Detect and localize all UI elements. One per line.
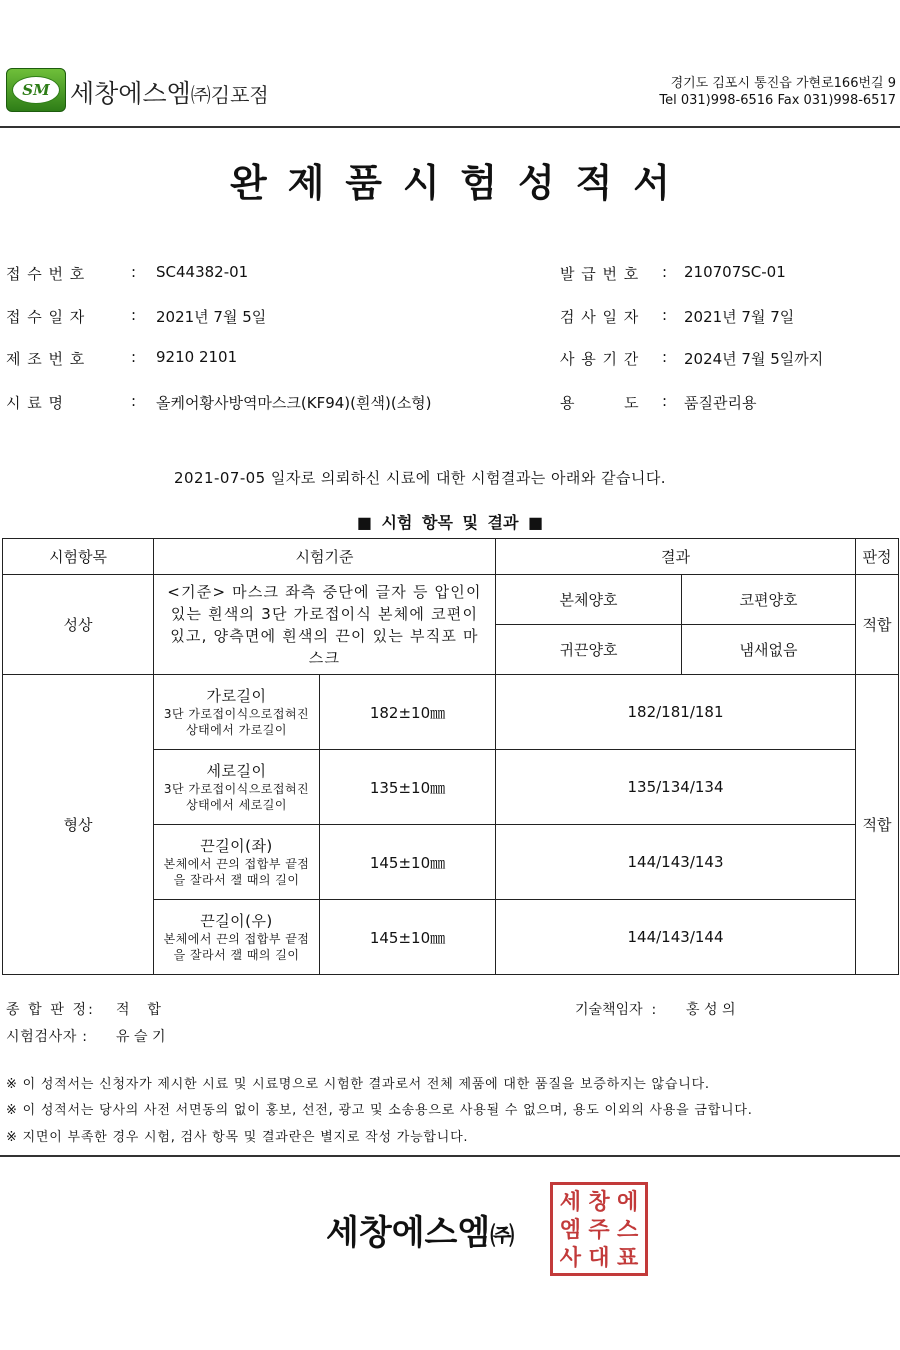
result-odor: 냄새없음 (682, 625, 856, 675)
shape-row (3, 675, 899, 750)
criterion-desc: 3단 가로접이식으로접혀진 (163, 782, 310, 796)
manufacture-no-label: 제조번호 (6, 350, 91, 368)
issue-no-label: 발급번호 (560, 265, 645, 283)
colon: : (662, 392, 668, 410)
inspection-date-label: 검사일자 (560, 308, 645, 326)
company-name: 세창에스엠 (326, 1213, 491, 1253)
shape-standard: 182±10㎜ (320, 675, 496, 750)
footer-divider (0, 1155, 900, 1157)
receipt-no-label: 접수번호 (6, 265, 91, 283)
appearance-verdict: 적합 (856, 575, 899, 675)
shape-criterion (154, 675, 320, 750)
branch-name: 김포점 (210, 83, 269, 107)
intro-text: 2021-07-05 일자로 의뢰하신 시료에 대한 시험결과는 아래와 같습니다. (174, 469, 666, 487)
seal-char: 주 (588, 1217, 610, 1243)
appearance-criteria (154, 575, 496, 675)
seal-char: 엠 (559, 1217, 581, 1243)
inspection-date-value: 2021년 7월 7일 (684, 308, 795, 326)
company-header (70, 74, 269, 110)
company-name: 세창에스엠 (70, 79, 191, 108)
company-suffix: ㈜ (490, 1222, 515, 1250)
seal-char: 표 (617, 1245, 639, 1271)
table-header-row (3, 539, 899, 575)
colon: : (662, 306, 668, 324)
shape-item: 형상 (3, 675, 154, 975)
shape-result: 135/134/134 (496, 750, 856, 825)
seal-char: 창 (588, 1189, 610, 1215)
colon: : (131, 306, 137, 324)
criterion-desc: 본체에서 끈의 접합부 끝점 (163, 857, 310, 871)
purpose-value: 품질관리용 (684, 394, 757, 412)
criterion-desc: 상태에서 가로길이 (186, 723, 287, 737)
sample-name-value: 올케어황사방역마스크(KF94)(흰색)(소형) (156, 394, 432, 412)
criterion-desc: 을 잘라서 잴 때의 길이 (173, 873, 300, 887)
section-heading: ■ 시험 항목 및 결과 ■ (356, 513, 544, 532)
tech-manager-label: 기술책임자 : (575, 1002, 657, 1018)
issue-no-value: 210707SC-01 (684, 263, 786, 281)
usage-period-label: 사용기간 (560, 350, 645, 368)
criteria-line: 있고, 양측면에 흰색의 끈이 있는 부직포 마 (170, 626, 479, 645)
criterion-name: 끈길이(우) (200, 912, 273, 930)
result-nose-clip: 코편양호 (682, 575, 856, 625)
company-suffix: ㈜ (190, 83, 211, 107)
criterion-name: 끈길이(좌) (200, 837, 273, 855)
company-logo: SM (12, 76, 60, 104)
shape-standard: 135±10㎜ (320, 750, 496, 825)
shape-criterion (154, 900, 320, 975)
criteria-line: <기준> 마스크 좌측 중단에 글자 등 압인이 (167, 582, 482, 601)
header-result: 결과 (496, 539, 856, 575)
company-address: 경기도 김포시 통진읍 가현로166번길 9 (670, 76, 896, 91)
company-signature (326, 1205, 514, 1254)
receipt-date-value: 2021년 7월 5일 (156, 308, 267, 326)
shape-standard: 145±10㎜ (320, 900, 496, 975)
criterion-desc: 을 잘라서 잴 때의 길이 (173, 948, 300, 962)
criteria-line: 스크 (308, 648, 341, 667)
colon: : (131, 263, 137, 281)
header-verdict: 판정 (856, 539, 899, 575)
seal-char: 에 (617, 1189, 639, 1215)
colon: : (131, 348, 137, 366)
company-seal (550, 1182, 648, 1276)
colon: : (662, 263, 668, 281)
appearance-item: 성상 (3, 575, 154, 675)
company-contact: Tel 031)998-6516 Fax 031)998-6517 (659, 93, 896, 108)
tech-manager-name: 홍 성 의 (686, 1002, 736, 1018)
seal-char: 세 (559, 1189, 581, 1215)
appearance-row-1 (3, 575, 899, 625)
seal-char: 스 (617, 1217, 639, 1243)
receipt-date-label: 접수일자 (6, 308, 91, 326)
shape-result: 182/181/181 (496, 675, 856, 750)
inspector-label: 시험검사자 : (6, 1029, 88, 1045)
disclaimer-note: ※ 지면이 부족한 경우 시험, 검사 항목 및 결과란은 별지로 작성 가능합니다. (6, 1130, 469, 1145)
inspector-name: 유 슬 기 (116, 1029, 166, 1045)
criterion-desc: 3단 가로접이식으로접혀진 (163, 707, 310, 721)
shape-criterion (154, 750, 320, 825)
disclaimer-note: ※ 이 성적서는 신청자가 제시한 시료 및 시료명으로 시험한 결과로서 전체 제품에 대한 품질을 보증하지는 않습니다. (6, 1077, 710, 1092)
seal-char: 대 (588, 1245, 610, 1271)
seal-char: 사 (559, 1245, 581, 1271)
criterion-desc: 상태에서 세로길이 (186, 798, 287, 812)
criterion-name: 세로길이 (206, 762, 267, 780)
criterion-name: 가로길이 (206, 687, 267, 705)
overall-verdict-label: 종 합 판 정: (6, 1002, 95, 1018)
document-title: 완제품시험성적서 (230, 161, 691, 205)
header-test-item: 시험항목 (3, 539, 154, 575)
colon: : (131, 392, 137, 410)
sample-name-label: 시료명 (6, 394, 70, 412)
results-table (2, 538, 899, 975)
shape-result: 144/143/143 (496, 825, 856, 900)
result-body: 본체양호 (496, 575, 682, 625)
disclaimer-note: ※ 이 성적서는 당사의 사전 서면동의 없이 홍보, 선전, 광고 및 소송용으로 사용될 수 없으며, 용도 이외의 사용을 금합니다. (6, 1103, 753, 1118)
receipt-no-value: SC44382-01 (156, 263, 249, 281)
shape-standard: 145±10㎜ (320, 825, 496, 900)
shape-verdict: 적합 (856, 675, 899, 975)
criteria-line: 있는 흰색의 3단 가로접이식 본체에 코편이 (170, 604, 479, 623)
header-divider (0, 126, 900, 128)
purpose-label: 용 도 (560, 394, 642, 412)
criterion-desc: 본체에서 끈의 접합부 끝점 (163, 932, 310, 946)
colon: : (662, 348, 668, 366)
usage-period-value: 2024년 7월 5일까지 (684, 350, 824, 368)
overall-verdict-value: 적 합 (116, 1002, 161, 1018)
result-ear-strap: 귀끈양호 (496, 625, 682, 675)
shape-criterion (154, 825, 320, 900)
manufacture-no-value: 9210 2101 (156, 348, 238, 366)
header-criteria: 시험기준 (154, 539, 496, 575)
shape-result: 144/143/144 (496, 900, 856, 975)
